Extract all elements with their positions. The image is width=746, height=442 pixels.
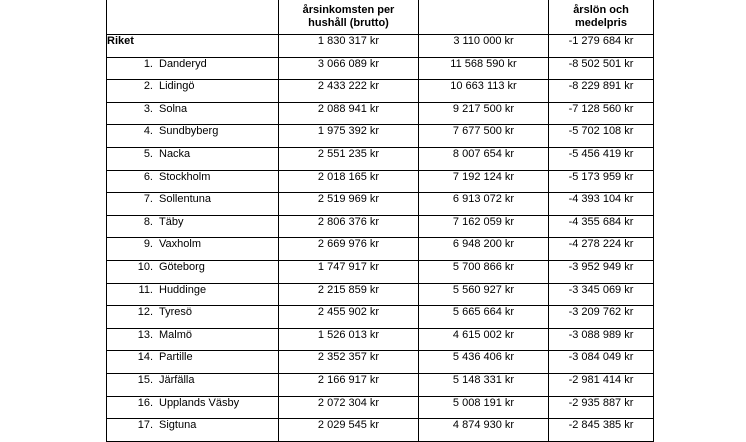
rank-number: 10.: [137, 260, 153, 273]
rank-number: 15.: [137, 373, 153, 386]
difference-cell: -5 456 419 kr: [549, 147, 654, 170]
table-row: [107, 193, 654, 216]
rank-number: 14.: [137, 351, 153, 364]
table-row: [107, 215, 654, 238]
difference-cell: -3 088 989 kr: [549, 328, 654, 351]
difference-cell: -2 845 385 kr: [549, 419, 654, 442]
table-row: [107, 283, 654, 306]
municipality-name: Malmö: [159, 328, 193, 341]
price-cell: 3 110 000 kr: [419, 35, 549, 58]
price-cell: 11 568 590 kr: [419, 57, 549, 80]
price-cell: 4 874 930 kr: [419, 419, 549, 442]
difference-cell: -8 229 891 kr: [549, 80, 654, 103]
header-municipality: [107, 0, 279, 35]
price-cell: 5 008 191 kr: [419, 396, 549, 419]
header-difference: årslön och medelpris: [549, 0, 654, 35]
rank-number: 13.: [137, 328, 153, 341]
rank-number: 17.: [137, 419, 153, 432]
income-cell: 2 088 941 kr: [279, 102, 419, 125]
municipality-name: Danderyd: [159, 57, 207, 70]
table-row: [107, 125, 654, 148]
table-row: [107, 373, 654, 396]
income-cell: 1 747 917 kr: [279, 260, 419, 283]
municipality-cell: [107, 170, 279, 193]
municipality-cell: [107, 35, 279, 58]
rank-number: 3.: [143, 102, 153, 115]
municipality-name: Riket: [107, 35, 134, 47]
rank-number: 16.: [137, 396, 153, 409]
rank-number: 2.: [143, 80, 153, 93]
municipality-name: Göteborg: [159, 260, 205, 273]
rank-number: 11.: [138, 283, 153, 296]
difference-cell: -4 278 224 kr: [549, 238, 654, 261]
table-header-row: [107, 0, 654, 35]
municipality-name: Tyresö: [159, 306, 193, 319]
difference-cell: -3 345 069 kr: [549, 283, 654, 306]
difference-cell: -4 355 684 kr: [549, 215, 654, 238]
municipality-cell: [107, 80, 279, 103]
price-cell: 7 162 059 kr: [419, 215, 549, 238]
municipality-name: Partille: [159, 351, 193, 364]
header-income: årsinkomsten per hushåll (brutto): [279, 0, 419, 35]
income-cell: 2 072 304 kr: [279, 396, 419, 419]
income-cell: 2 029 545 kr: [279, 419, 419, 442]
rank-number: 7.: [143, 193, 153, 206]
difference-cell: -8 502 501 kr: [549, 57, 654, 80]
difference-cell: -1 279 684 kr: [549, 35, 654, 58]
difference-cell: -7 128 560 kr: [549, 102, 654, 125]
municipality-cell: [107, 147, 279, 170]
municipality-name: Vaxholm: [159, 238, 201, 251]
table-row: [107, 351, 654, 374]
table-row: [107, 328, 654, 351]
table-row: [107, 238, 654, 261]
municipality-cell: [107, 125, 279, 148]
municipality-cell: [107, 306, 279, 329]
municipality-cell: [107, 351, 279, 374]
income-cell: 1 526 013 kr: [279, 328, 419, 351]
income-cell: 1 830 317 kr: [279, 35, 419, 58]
header-price: [419, 0, 549, 35]
difference-cell: -3 209 762 kr: [549, 306, 654, 329]
income-cell: 2 433 222 kr: [279, 80, 419, 103]
table-row: [107, 147, 654, 170]
municipality-table: [106, 0, 654, 442]
municipality-name: Upplands Väsby: [159, 396, 240, 409]
price-cell: 5 560 927 kr: [419, 283, 549, 306]
difference-cell: -2 935 887 kr: [549, 396, 654, 419]
difference-cell: -5 173 959 kr: [549, 170, 654, 193]
price-cell: 6 913 072 kr: [419, 193, 549, 216]
table-row: [107, 170, 654, 193]
municipality-cell: [107, 419, 279, 442]
municipality-cell: [107, 396, 279, 419]
income-cell: 2 455 902 kr: [279, 306, 419, 329]
municipality-name: Nacka: [159, 147, 191, 160]
rank-number: 1.: [143, 57, 153, 70]
difference-cell: -3 952 949 kr: [549, 260, 654, 283]
price-cell: 5 700 866 kr: [419, 260, 549, 283]
municipality-cell: [107, 238, 279, 261]
difference-cell: -4 393 104 kr: [549, 193, 654, 216]
rank-number: 4.: [143, 125, 153, 138]
price-cell: 9 217 500 kr: [419, 102, 549, 125]
price-cell: 6 948 200 kr: [419, 238, 549, 261]
municipality-name: Lidingö: [159, 80, 195, 93]
price-cell: 7 677 500 kr: [419, 125, 549, 148]
municipality-cell: [107, 283, 279, 306]
table-row: [107, 102, 654, 125]
income-cell: 2 551 235 kr: [279, 147, 419, 170]
price-cell: 7 192 124 kr: [419, 170, 549, 193]
income-cell: 2 166 917 kr: [279, 373, 419, 396]
price-cell: 5 148 331 kr: [419, 373, 549, 396]
table-row: [107, 419, 654, 442]
municipality-name: Täby: [159, 215, 184, 228]
table-row: [107, 35, 654, 58]
income-cell: 2 669 976 kr: [279, 238, 419, 261]
income-cell: 2 806 376 kr: [279, 215, 419, 238]
table-row: [107, 396, 654, 419]
municipality-name: Huddinge: [159, 283, 207, 296]
table-row: [107, 57, 654, 80]
income-cell: 2 519 969 kr: [279, 193, 419, 216]
municipality-cell: [107, 328, 279, 351]
rank-number: 8.: [143, 215, 153, 228]
municipality-cell: [107, 102, 279, 125]
municipality-name: Solna: [159, 102, 188, 115]
municipality-name: Järfälla: [159, 373, 195, 386]
difference-cell: -2 981 414 kr: [549, 373, 654, 396]
rank-number: 12.: [137, 306, 153, 319]
income-cell: 2 215 859 kr: [279, 283, 419, 306]
difference-cell: -3 084 049 kr: [549, 351, 654, 374]
difference-cell: -5 702 108 kr: [549, 125, 654, 148]
table-row: [107, 260, 654, 283]
price-cell: 8 007 654 kr: [419, 147, 549, 170]
table-row: [107, 80, 654, 103]
municipality-cell: [107, 260, 279, 283]
income-cell: 2 018 165 kr: [279, 170, 419, 193]
municipality-name: Sollentuna: [159, 193, 211, 206]
price-cell: 4 615 002 kr: [419, 328, 549, 351]
municipality-name: Sundbyberg: [159, 125, 219, 138]
municipality-cell: [107, 373, 279, 396]
price-cell: 10 663 113 kr: [419, 80, 549, 103]
rank-number: 5.: [143, 147, 153, 160]
municipality-cell: [107, 57, 279, 80]
municipality-name: Sigtuna: [159, 419, 197, 432]
municipality-cell: [107, 215, 279, 238]
price-cell: 5 436 406 kr: [419, 351, 549, 374]
municipality-name: Stockholm: [159, 170, 211, 183]
income-cell: 1 975 392 kr: [279, 125, 419, 148]
rank-number: 9.: [143, 238, 153, 251]
income-cell: 2 352 357 kr: [279, 351, 419, 374]
rank-number: 6.: [143, 170, 153, 183]
income-cell: 3 066 089 kr: [279, 57, 419, 80]
price-cell: 5 665 664 kr: [419, 306, 549, 329]
municipality-cell: [107, 193, 279, 216]
table-row: [107, 306, 654, 329]
